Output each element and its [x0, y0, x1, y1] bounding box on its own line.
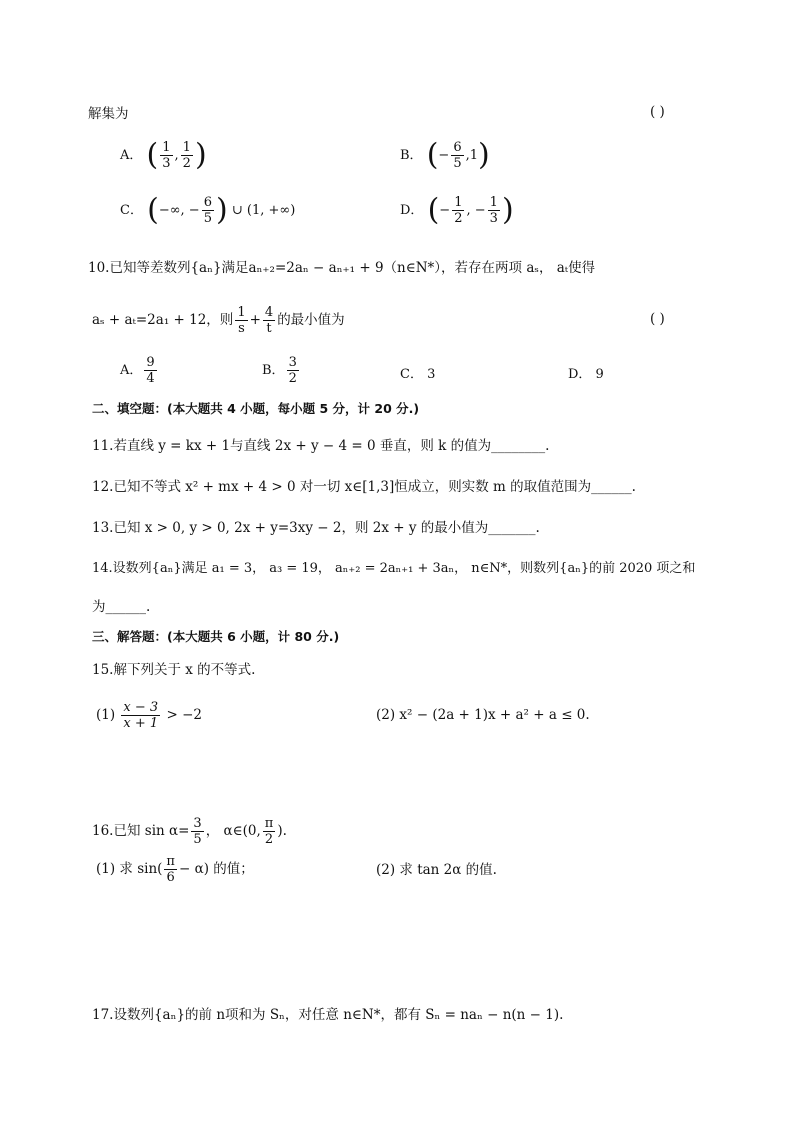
q17: 17.设数列{aₙ}的前 n项和为 Sₙ，对任意 n∈N*，都有 Sₙ = naₙ − n(n − 1). [92, 1007, 564, 1023]
q9-tail: 解集为 [88, 106, 129, 122]
q11: 11.若直线 y = kx + 1与直线 2x + y − 4 = 0 垂直，则 k 的值为________. [92, 438, 550, 454]
q10-option-b: B． $\frac{3}{2}$ [262, 355, 297, 386]
q16-statement: 16.已知 sin α= $\frac{3}{5}$ ， α∈(0, $\frac{\pi}{2}$ ). [92, 816, 287, 847]
q15-part2: (2) x² − (2a + 1)x + a² + a ≤ 0. [376, 707, 590, 723]
q9-option-b: B． (− $\frac{6}{5}$ ,1) [400, 137, 490, 173]
q9-option-c: C． (−∞, − $\frac{6}{5}$ ) ∪ (1, +∞) [120, 192, 296, 228]
q10-line2: aₛ + aₜ=2a₁ + 12，则 $\frac{1}{s}$ + $\frac{4}{t}$ 的最小值为 [92, 305, 345, 336]
q12: 12.已知不等式 x² + mx + 4 > 0 对一切 x∈[1,3]恒成立，则实数 m 的取值范围为______. [92, 479, 636, 495]
q16-part2: (2) 求 tan 2α 的值. [376, 862, 497, 878]
q14-line1: 14.设数列{aₙ}满足 a₁ = 3， a₃ = 19， aₙ₊₂ = 2aₙ₊₁ + 3aₙ， n∈N*，则数列{aₙ}的前 2020 项之和 [92, 561, 696, 576]
q13: 13.已知 x > 0, y > 0, 2x + y=3xy − 2，则 2x + y 的最小值为_______. [92, 520, 540, 536]
q16-part1: (1) 求 sin( $\frac{\pi}{6}$ − α) 的值； [96, 854, 254, 885]
q9-option-a: A． ( $\frac{1}{3}$ , $\frac{1}{2}$ ) [120, 137, 207, 173]
q10-answer-paren: ( ) [650, 311, 665, 327]
q15-title: 15.解下列关于 x 的不等式. [92, 662, 256, 678]
section-fill-in-heading: 二、填空题：(本大题共 4 小题，每小题 5 分，计 20 分.) [92, 401, 420, 416]
q15-part1: (1) $\frac{x - 3}{x + 1}$ > −2 [96, 700, 202, 731]
q9-option-d: D． (− $\frac{1}{2}$ , − $\frac{1}{3}$ ) [400, 192, 514, 228]
section-answer-heading: 三、解答题：(本大题共 6 小题，计 80 分.) [92, 629, 340, 644]
q9-answer-paren: ( ) [650, 104, 665, 120]
q10-option-a: A． $\frac{9}{4}$ [120, 355, 155, 386]
q10-line1: 10.已知等差数列{aₙ}满足aₙ₊₂=2aₙ − aₙ₊₁ + 9（n∈N*），若存在两项 aₛ， aₜ使得 [88, 260, 596, 276]
q10-option-d: D． 9 [568, 367, 604, 382]
q10-option-c: C． 3 [400, 367, 436, 382]
q14-line2: 为______. [92, 599, 151, 615]
